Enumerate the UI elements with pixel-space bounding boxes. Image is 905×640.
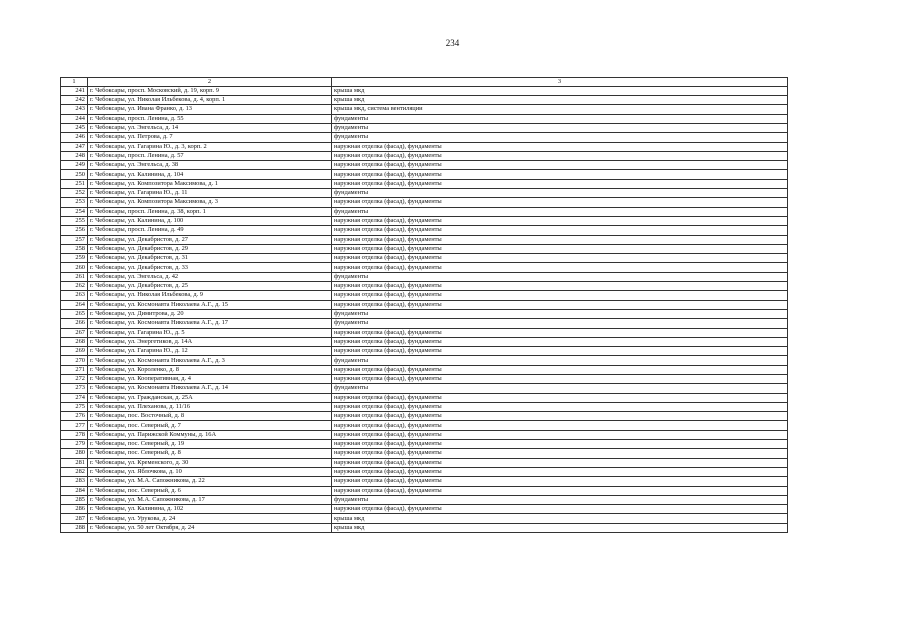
row-works: наружная отделка (фасад), фундаменты (332, 467, 788, 476)
row-address: г. Чебоксары, ул. Урукова, д. 24 (88, 514, 332, 523)
row-works: наружная отделка (фасад), фундаменты (332, 365, 788, 374)
row-number: 253 (61, 198, 88, 207)
table-row (61, 300, 788, 309)
row-address: г. Чебоксары, ул. Калинина, д. 100 (88, 216, 332, 225)
table-row (61, 449, 788, 458)
row-address: г. Чебоксары, пос. Северный, д. 8 (88, 449, 332, 458)
row-number: 281 (61, 458, 88, 467)
row-works: наружная отделка (фасад), фундаменты (332, 458, 788, 467)
row-number: 287 (61, 514, 88, 523)
row-works: наружная отделка (фасад), фундаменты (332, 375, 788, 384)
row-number: 283 (61, 477, 88, 486)
table-row (61, 458, 788, 467)
row-number: 258 (61, 244, 88, 253)
row-number: 244 (61, 114, 88, 123)
row-works: фундаменты (332, 207, 788, 216)
row-works: наружная отделка (фасад), фундаменты (332, 412, 788, 421)
row-number: 264 (61, 300, 88, 309)
row-number: 254 (61, 207, 88, 216)
table-row (61, 151, 788, 160)
table-row (61, 170, 788, 179)
row-number: 286 (61, 505, 88, 514)
row-address: г. Чебоксары, ул. Декабристов, д. 33 (88, 263, 332, 272)
row-number: 269 (61, 347, 88, 356)
row-address: г. Чебоксары, ул. Кременского, д. 30 (88, 458, 332, 467)
row-address: г. Чебоксары, ул. Декабристов, д. 27 (88, 235, 332, 244)
row-address: г. Чебоксары, просп. Ленина, д. 49 (88, 226, 332, 235)
page-number: 234 (445, 38, 460, 48)
table-row (61, 495, 788, 504)
row-address: г. Чебоксары, ул. Калинина, д. 102 (88, 505, 332, 514)
table-row (61, 402, 788, 411)
row-address: г. Чебоксары, ул. Петрова, д. 7 (88, 133, 332, 142)
row-address: г. Чебоксары, ул. Космонавта Николаева А.Г., д. 15 (88, 300, 332, 309)
table-row (61, 161, 788, 170)
row-number: 271 (61, 365, 88, 374)
row-number: 251 (61, 179, 88, 188)
row-number: 266 (61, 319, 88, 328)
row-works: наружная отделка (фасад), фундаменты (332, 430, 788, 439)
row-address: г. Чебоксары, ул. Космонавта Николаева А.Г., д. 3 (88, 356, 332, 365)
row-works: наружная отделка (фасад), фундаменты (332, 477, 788, 486)
table-row (61, 375, 788, 384)
row-works: крыша мкд, система вентиляции (332, 105, 788, 114)
row-works: фундаменты (332, 495, 788, 504)
row-address: г. Чебоксары, ул. Гагарина Ю., д. 12 (88, 347, 332, 356)
table-row (61, 179, 788, 188)
table-row (61, 291, 788, 300)
table-row (61, 244, 788, 253)
row-number: 263 (61, 291, 88, 300)
row-works: наружная отделка (фасад), фундаменты (332, 300, 788, 309)
table-row (61, 328, 788, 337)
row-address: г. Чебоксары, просп. Московский, д. 19, корп. 9 (88, 86, 332, 95)
row-number: 260 (61, 263, 88, 272)
table-row (61, 105, 788, 114)
row-works: фундаменты (332, 114, 788, 123)
row-number: 261 (61, 272, 88, 281)
row-address: г. Чебоксары, ул. Плеханова, д. 11/16 (88, 402, 332, 411)
row-works: наружная отделка (фасад), фундаменты (332, 216, 788, 225)
row-number: 256 (61, 226, 88, 235)
row-number: 285 (61, 495, 88, 504)
table-row (61, 254, 788, 263)
table-row (61, 272, 788, 281)
row-works: наружная отделка (фасад), фундаменты (332, 142, 788, 151)
row-works: фундаменты (332, 319, 788, 328)
row-number: 278 (61, 430, 88, 439)
table-row (61, 467, 788, 476)
table-row (61, 216, 788, 225)
row-works: наружная отделка (фасад), фундаменты (332, 449, 788, 458)
row-address: г. Чебоксары, ул. Яблочкова, д. 10 (88, 467, 332, 476)
row-number: 274 (61, 393, 88, 402)
row-works: наружная отделка (фасад), фундаменты (332, 254, 788, 263)
table-row (61, 523, 788, 532)
row-number: 243 (61, 105, 88, 114)
row-number: 277 (61, 421, 88, 430)
table-row (61, 440, 788, 449)
row-works: наружная отделка (фасад), фундаменты (332, 226, 788, 235)
row-number: 262 (61, 282, 88, 291)
table-row (61, 133, 788, 142)
row-number: 282 (61, 467, 88, 476)
row-number: 273 (61, 384, 88, 393)
table-row (61, 505, 788, 514)
row-address: г. Чебоксары, ул. Николая Ильбекова, д. 9 (88, 291, 332, 300)
table-row (61, 142, 788, 151)
row-number: 279 (61, 440, 88, 449)
row-number: 272 (61, 375, 88, 384)
table-row (61, 198, 788, 207)
table-row (61, 263, 788, 272)
row-address: г. Чебоксары, ул. Гагарина Ю., д. 5 (88, 328, 332, 337)
row-works: крыша мкд (332, 86, 788, 95)
row-number: 270 (61, 356, 88, 365)
row-works: наружная отделка (фасад), фундаменты (332, 170, 788, 179)
table-row (61, 86, 788, 95)
row-works: фундаменты (332, 123, 788, 132)
row-works: наружная отделка (фасад), фундаменты (332, 244, 788, 253)
table-row (61, 347, 788, 356)
row-works: наружная отделка (фасад), фундаменты (332, 393, 788, 402)
row-works: наружная отделка (фасад), фундаменты (332, 402, 788, 411)
row-address: г. Чебоксары, ул. Композитора Максимова, д. 3 (88, 198, 332, 207)
row-address: г. Чебоксары, пос. Северный, д. 7 (88, 421, 332, 430)
row-address: г. Чебоксары, просп. Ленина, д. 57 (88, 151, 332, 160)
row-address: г. Чебоксары, ул. М.А. Сапожникова, д. 17 (88, 495, 332, 504)
row-works: наружная отделка (фасад), фундаменты (332, 179, 788, 188)
row-works: крыша мкд (332, 523, 788, 532)
row-address: г. Чебоксары, ул. М.А. Сапожникова, д. 22 (88, 477, 332, 486)
table-row (61, 393, 788, 402)
table-row (61, 123, 788, 132)
row-address: г. Чебоксары, ул. Парижской Коммуны, д. 16А (88, 430, 332, 439)
row-number: 284 (61, 486, 88, 495)
table-row (61, 430, 788, 439)
row-works: фундаменты (332, 133, 788, 142)
row-number: 288 (61, 523, 88, 532)
row-address: г. Чебоксары, ул. Калинина, д. 104 (88, 170, 332, 179)
row-works: наружная отделка (фасад), фундаменты (332, 282, 788, 291)
row-works: крыша мкд (332, 514, 788, 523)
row-address: г. Чебоксары, пос. Восточный, д. 8 (88, 412, 332, 421)
table-row (61, 384, 788, 393)
row-number: 247 (61, 142, 88, 151)
row-address: г. Чебоксары, ул. Гагарина Ю., д. 3, корп. 2 (88, 142, 332, 151)
row-address: г. Чебоксары, ул. 50 лет Октября, д. 24 (88, 523, 332, 532)
row-works: крыша мкд (332, 96, 788, 105)
row-address: г. Чебоксары, пос. Северный, д. 19 (88, 440, 332, 449)
table-row (61, 189, 788, 198)
row-works: фундаменты (332, 356, 788, 365)
row-address: г. Чебоксары, пос. Северный, д. 6 (88, 486, 332, 495)
row-number: 242 (61, 96, 88, 105)
row-address: г. Чебоксары, ул. Кооперативная, д. 4 (88, 375, 332, 384)
row-works: наружная отделка (фасад), фундаменты (332, 486, 788, 495)
row-works: фундаменты (332, 189, 788, 198)
header-cell-address: 2 (88, 78, 332, 87)
row-works: фундаменты (332, 272, 788, 281)
header-cell-works: 3 (332, 78, 788, 87)
table-row (61, 486, 788, 495)
row-address: г. Чебоксары, ул. Гагарина Ю., д. 11 (88, 189, 332, 198)
address-works-table (60, 77, 788, 533)
table-row (61, 226, 788, 235)
row-number: 252 (61, 189, 88, 198)
row-address: г. Чебоксары, ул. Композитора Максимова, д. 1 (88, 179, 332, 188)
row-number: 280 (61, 449, 88, 458)
row-address: г. Чебоксары, ул. Космонавта Николаева А.Г., д. 17 (88, 319, 332, 328)
row-address: г. Чебоксары, просп. Ленина, д. 38, корп. 1 (88, 207, 332, 216)
row-number: 246 (61, 133, 88, 142)
row-number: 257 (61, 235, 88, 244)
table-header (61, 78, 788, 87)
row-address: г. Чебоксары, ул. Ивана Франко, д. 13 (88, 105, 332, 114)
row-address: г. Чебоксары, ул. Короленко, д. 8 (88, 365, 332, 374)
row-address: г. Чебоксары, ул. Энергетиков, д. 14А (88, 337, 332, 346)
table-row (61, 412, 788, 421)
row-number: 265 (61, 309, 88, 318)
row-works: наружная отделка (фасад), фундаменты (332, 161, 788, 170)
row-address: г. Чебоксары, просп. Ленина, д. 55 (88, 114, 332, 123)
header-cell-number: 1 (61, 78, 88, 87)
row-works: наружная отделка (фасад), фундаменты (332, 421, 788, 430)
row-number: 248 (61, 151, 88, 160)
row-works: наружная отделка (фасад), фундаменты (332, 347, 788, 356)
row-number: 267 (61, 328, 88, 337)
row-works: наружная отделка (фасад), фундаменты (332, 263, 788, 272)
row-address: г. Чебоксары, ул. Николая Ильбекова, д. 4, корп. 1 (88, 96, 332, 105)
table-row (61, 114, 788, 123)
table-row (61, 282, 788, 291)
row-works: наружная отделка (фасад), фундаменты (332, 505, 788, 514)
row-number: 249 (61, 161, 88, 170)
row-works: наружная отделка (фасад), фундаменты (332, 440, 788, 449)
table-row (61, 477, 788, 486)
row-address: г. Чебоксары, ул. Декабристов, д. 31 (88, 254, 332, 263)
table-row (61, 235, 788, 244)
row-address: г. Чебоксары, ул. Димитрова, д. 20 (88, 309, 332, 318)
row-address: г. Чебоксары, ул. Космонавта Николаева А.Г., д. 14 (88, 384, 332, 393)
row-number: 268 (61, 337, 88, 346)
table-row (61, 96, 788, 105)
row-address: г. Чебоксары, ул. Декабристов, д. 25 (88, 282, 332, 291)
row-number: 259 (61, 254, 88, 263)
table-row (61, 207, 788, 216)
row-works: наружная отделка (фасад), фундаменты (332, 328, 788, 337)
table-row (61, 421, 788, 430)
table-body (61, 86, 788, 532)
row-works: наружная отделка (фасад), фундаменты (332, 337, 788, 346)
row-number: 276 (61, 412, 88, 421)
row-number: 275 (61, 402, 88, 411)
row-address: г. Чебоксары, ул. Энгельса, д. 38 (88, 161, 332, 170)
row-number: 255 (61, 216, 88, 225)
row-address: г. Чебоксары, ул. Гражданская, д. 25А (88, 393, 332, 402)
row-works: фундаменты (332, 309, 788, 318)
row-works: наружная отделка (фасад), фундаменты (332, 198, 788, 207)
row-works: наружная отделка (фасад), фундаменты (332, 291, 788, 300)
row-number: 250 (61, 170, 88, 179)
row-address: г. Чебоксары, ул. Декабристов, д. 29 (88, 244, 332, 253)
row-works: наружная отделка (фасад), фундаменты (332, 235, 788, 244)
table-row (61, 337, 788, 346)
row-works: фундаменты (332, 384, 788, 393)
table-row (61, 365, 788, 374)
table-row (61, 319, 788, 328)
row-number: 245 (61, 123, 88, 132)
table-row (61, 356, 788, 365)
table-row (61, 309, 788, 318)
table-row (61, 514, 788, 523)
row-works: наружная отделка (фасад), фундаменты (332, 151, 788, 160)
row-number: 241 (61, 86, 88, 95)
header-row (61, 78, 788, 87)
row-address: г. Чебоксары, ул. Энгельса, д. 14 (88, 123, 332, 132)
row-address: г. Чебоксары, ул. Энгельса, д. 42 (88, 272, 332, 281)
